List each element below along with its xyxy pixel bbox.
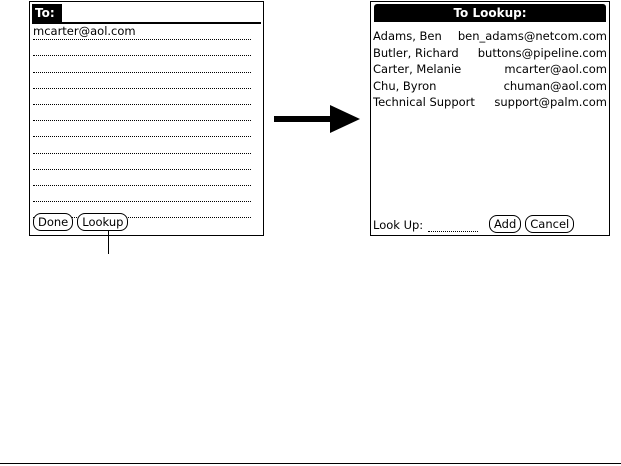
lookup-callout-line xyxy=(108,231,109,254)
lookup-title: To Lookup: xyxy=(374,4,606,22)
to-line[interactable] xyxy=(33,137,251,153)
look-up-label: Look Up: xyxy=(373,218,424,232)
to-line[interactable]: mcarter@aol.com xyxy=(33,24,251,40)
to-label: To: xyxy=(32,4,62,22)
cancel-button[interactable]: Cancel xyxy=(525,215,574,233)
lookup-footer xyxy=(373,215,607,233)
page-bottom-rule xyxy=(0,463,621,464)
lookup-list xyxy=(373,28,607,111)
right-arrow-icon xyxy=(274,103,360,135)
to-line[interactable] xyxy=(33,56,251,72)
entry-email: mcarter@aol.com xyxy=(504,62,607,76)
to-header xyxy=(32,4,261,24)
to-line[interactable] xyxy=(33,73,251,89)
lookup-button[interactable]: Lookup xyxy=(77,213,128,231)
entry-email: chuman@aol.com xyxy=(503,78,607,93)
to-line[interactable] xyxy=(33,170,251,186)
entry-email: buttons@pipeline.com xyxy=(477,45,607,60)
to-line[interactable] xyxy=(33,154,251,170)
entry-email: support@palm.com xyxy=(494,95,607,109)
entry-name: Adams, Ben xyxy=(373,29,442,43)
to-field-buttons xyxy=(33,213,128,231)
to-line[interactable] xyxy=(33,105,251,121)
entry-name: Carter, Melanie xyxy=(373,62,462,76)
to-line[interactable] xyxy=(33,186,251,202)
lookup-entry[interactable] xyxy=(373,78,607,95)
done-button[interactable]: Done xyxy=(33,213,73,231)
lookup-entry[interactable] xyxy=(373,45,607,62)
look-up-input[interactable] xyxy=(428,217,478,232)
entry-email: ben_adams@netcom.com xyxy=(457,29,607,43)
to-line[interactable] xyxy=(33,121,251,137)
to-field-screen xyxy=(29,1,264,236)
lookup-buttons xyxy=(489,215,574,233)
lookup-entry[interactable] xyxy=(373,28,607,45)
to-address-field[interactable] xyxy=(33,24,251,218)
to-lookup-screen xyxy=(370,1,610,236)
entry-name: Chu, Byron xyxy=(373,78,437,93)
to-line[interactable] xyxy=(33,89,251,105)
entry-name: Technical Support xyxy=(373,95,475,109)
entry-name: Butler, Richard xyxy=(373,45,459,60)
to-line[interactable] xyxy=(33,40,251,56)
lookup-entry[interactable] xyxy=(373,94,607,111)
lookup-entry[interactable] xyxy=(373,61,607,78)
add-button[interactable]: Add xyxy=(489,215,521,233)
